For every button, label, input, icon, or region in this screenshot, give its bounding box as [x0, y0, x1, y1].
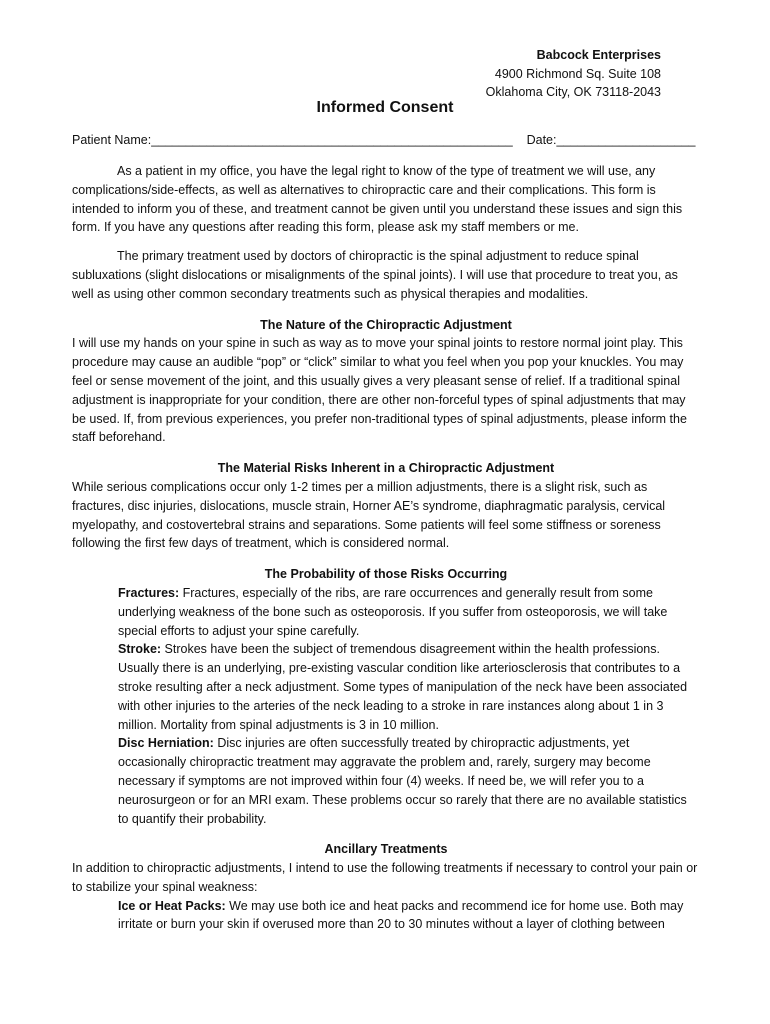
ice-heat-term: Ice or Heat Packs: — [118, 898, 226, 913]
stroke-text: Strokes have been the subject of tremendous disagreement within the health professions. Usually there is an underlying, pre-existing vascular condition like arteriosclerosis that contributes to a stroke resulting after a neck adjustment. Some types of manipulation of the neck have been associated with other injuries to the arteries of the neck leading to a stroke in rare instances along about 1 in 3 million. Mortality from spinal adjustments is 3 in 10 million. — [118, 642, 688, 732]
disc-herniation-item — [72, 734, 700, 828]
ice-heat-item — [72, 897, 700, 935]
patient-name-date-line: Patient Name:____________________________________________________ Date:____________________ — [72, 133, 696, 147]
address-line-2: Oklahoma City, OK 73118-2043 — [485, 85, 661, 100]
risks-text: While serious complications occur only 1-2 times per a million adjustments, there is a slight risk, such as fractures, disc injuries, dislocations, muscle strain, Horner AE’s syndrome, diaphragmatic paralysis, cervical myelopathy, and costovertebral strains and separations. Some patients will feel some stiffness or soreness following the first few days of treatment, which is considered normal. — [72, 479, 666, 551]
fractures-term: Fractures: — [118, 585, 180, 600]
stroke-item — [72, 640, 700, 734]
org-name: Babcock Enterprises — [536, 48, 661, 62]
address-line-1: 4900 Richmond Sq. Suite 108 — [494, 66, 661, 81]
document-body — [72, 162, 700, 934]
disc-herniation-text: Disc injuries are often successfully treated by chiropractic adjustments, yet occasionally chiropractic treatment may aggravate the problem and, rarely, surgery may become necessary if symptoms are not improved within four (4) weeks. If need be, we will refer you to a neurosurgeon or for an MRI exam. These problems occur so rarely that there are no available statistics to quantify their probability. — [118, 736, 687, 826]
document-title: Informed Consent — [316, 99, 454, 116]
nature-heading: The Nature of the Chiropractic Adjustment — [260, 317, 512, 332]
ice-heat-text: We may use both ice and heat packs and recommend ice for home use. Both may irritate or burn your skin if overused more than 20 to 30 minutes without a layer of clothing between — [118, 898, 684, 932]
fractures-text: Fractures, especially of the ribs, are rare occurrences and generally result from some underlying weakness of the bone such as osteoporosis. If you suffer from osteoporosis, we will take special efforts to adjust your spine carefully. — [118, 585, 668, 638]
probability-heading: The Probability of those Risks Occurring — [264, 567, 508, 582]
intro-paragraph-2: The primary treatment used by doctors of chiropractic is the spinal adjustment to reduce spinal subluxations (slight dislocations or misalignments of the spinal joints). I will use that procedure to treat you, as well as using other common secondary treatments such as physical therapies and modalities. — [72, 249, 678, 301]
ancillary-text: In addition to chiropractic adjustments, I intend to use the following treatments if necessary to control your pain or to stabilize your spinal weakness: — [72, 861, 698, 894]
ancillary-heading: Ancillary Treatments — [324, 842, 448, 857]
nature-text: I will use my hands on your spine in such as way as to move your spinal joints to restore normal joint play. This procedure may cause an audible “pop” or “click” similar to what you feel when you pop your knuckles. You may feel or sense movement of the joint, and this usually gives a very pleasant sense of relief. If a traditional spinal adjustment is inappropriate for your condition, there are other non-forceful types of spinal adjustments that may be used. If, from previous experiences, you prefer non-traditional types of spinal adjustments, please inform the staff beforehand. — [72, 336, 687, 445]
fractures-item — [72, 584, 700, 640]
intro-paragraph-1: As a patient in my office, you have the legal right to know of the type of treatment we will use, any complications/side-effects, as well as alternatives to chiropractic care and their complications. This form is intended to inform you of these, and treatment cannot be given until you understand these issues and sign this form. If you have any questions after reading this form, please ask my staff members or me. — [72, 164, 683, 235]
risks-heading: The Material Risks Inherent in a Chiropractic Adjustment — [217, 461, 555, 476]
letterhead — [486, 46, 661, 102]
stroke-term: Stroke: — [118, 642, 162, 657]
disc-herniation-term: Disc Herniation: — [118, 736, 214, 751]
